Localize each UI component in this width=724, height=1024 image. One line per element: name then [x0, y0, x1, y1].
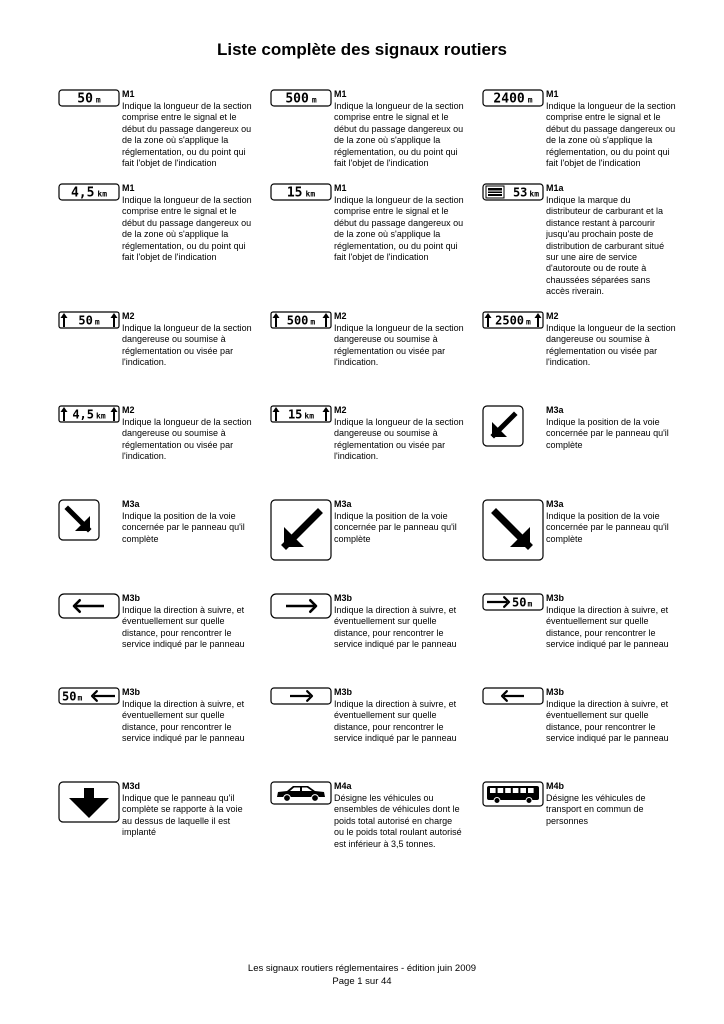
sign-m3b-arrow-right-icon — [270, 593, 330, 619]
sign-m3a-large-arrow-down-right-icon — [482, 499, 542, 561]
svg-text:500m: 500 m — [286, 313, 316, 328]
sign-code: M1 — [122, 89, 135, 99]
sign-code: M3a — [546, 405, 564, 415]
sign-description: Indique la longueur de la section dangereuse ou soumise à réglementation ou visée par l'indication. — [334, 323, 464, 368]
sign-description: Indique la longueur de la section comprise entre le signal et le début du passage dangereux ou de la zone où s'applique la réglementation, ou du point qui fait l'objet de l'indication — [122, 101, 252, 169]
sign-m3b-arrow-right-50m-icon — [482, 593, 542, 611]
sign-code: M1 — [546, 89, 559, 99]
sign-m3b-50m-arrow-left-icon — [58, 687, 118, 705]
sign-description: Indique la position de la voie concernée par le panneau qu'il complète — [122, 511, 245, 544]
sign-description: Indique la direction à suivre, et éventuellement sur quelle distance, pour rencontrer le service indiqué par le panneau — [546, 605, 669, 650]
svg-text:50m: 50m — [512, 595, 533, 610]
sign-m1-50m-icon — [58, 89, 118, 107]
sign-code: M3b — [122, 687, 140, 697]
svg-text:4,5km: 4,5 km — [70, 185, 108, 201]
sign-code: M1a — [546, 183, 564, 193]
sign-code: M2 — [122, 311, 135, 321]
sign-m1-500m-icon — [270, 89, 330, 107]
sign-code: M3a — [334, 499, 352, 509]
sign-description: Indique la longueur de la section comprise entre le signal et le début du passage dangereux ou de la zone où s'applique la réglementation, ou du point qui fait l'objet de l'indication — [122, 195, 252, 263]
sign-description: Indique la longueur de la section comprise entre le signal et le début du passage dangereux ou de la zone où s'applique la réglementation, ou du point qui fait l'objet de l'indication — [334, 101, 464, 169]
page-footer — [0, 962, 724, 988]
sign-description: Indique la position de la voie concernée par le panneau qu'il complète — [546, 417, 669, 450]
sign-description: Indique la direction à suivre, et éventuellement sur quelle distance, pour rencontrer le service indiqué par le panneau — [546, 699, 669, 744]
sign-m3b-small-arrow-right-icon — [270, 687, 330, 705]
sign-code: M1 — [334, 89, 347, 99]
sign-m3a-large-arrow-down-left-icon — [270, 499, 330, 561]
svg-text:50m: 50m — [62, 689, 83, 704]
svg-text:53km: 53 km — [512, 185, 540, 200]
sign-m1-15km-icon — [270, 183, 330, 201]
sign-description: Indique la position de la voie concernée par le panneau qu'il complète — [546, 511, 669, 544]
sign-code: M3b — [334, 687, 352, 697]
sign-m3a-arrow-down-right-icon — [58, 499, 118, 541]
sign-description: Indique la direction à suivre, et éventuellement sur quelle distance, pour rencontrer le service indiqué par le panneau — [334, 699, 457, 744]
sign-description: Indique la longueur de la section comprise entre le signal et le début du passage dangereux ou de la zone où s'applique la réglementation, ou du point qui fait l'objet de l'indication — [334, 195, 464, 263]
sign-m1-4-5km-icon — [58, 183, 118, 201]
sign-code: M3a — [122, 499, 140, 509]
sign-code: M4b — [546, 781, 564, 791]
sign-code: M2 — [546, 311, 559, 321]
sign-code: M2 — [334, 311, 347, 321]
sign-m3b-arrow-left-icon — [58, 593, 118, 619]
sign-m3d-arrow-down-icon — [58, 781, 118, 823]
sign-code: M3b — [122, 593, 140, 603]
sign-m1-2400m-icon — [482, 89, 542, 107]
svg-text:50m: 50 m — [78, 313, 100, 328]
sign-m4b-bus-icon — [482, 781, 542, 807]
sign-description: Désigne les véhicules de transport en commun de personnes — [546, 793, 646, 826]
sign-m2-2500m-icon — [482, 311, 542, 329]
sign-description: Indique la direction à suivre, et éventuellement sur quelle distance, pour rencontrer le service indiqué par le panneau — [122, 699, 245, 744]
sign-code: M3b — [546, 593, 564, 603]
sign-m2-500m-icon — [270, 311, 330, 329]
sign-code: M1 — [122, 183, 135, 193]
sign-description: Indique que le panneau qu'il complète se rapporte à la voie au dessus de laquelle il est implanté — [122, 793, 243, 838]
sign-m1a-fuel-53km-icon — [482, 183, 542, 201]
svg-text:15km: 15 km — [286, 185, 316, 201]
sign-code: M2 — [334, 405, 347, 415]
sign-description: Désigne les véhicules ou ensembles de véhicules dont le poids total autorisé en charge ou le poids total roulant autorisé est inférieur à 3,5 tonnes. — [334, 793, 462, 849]
svg-text:2500m: 2500 m — [495, 313, 531, 328]
footer-page-number: Page 1 sur 44 — [332, 976, 392, 987]
sign-m2-4-5km-icon — [58, 405, 118, 423]
sign-description: Indique la marque du distributeur de carburant et la distance restant à parcourir jusqu'au prochain poste de distribution de carburant situé sur une aire de service d'autoroute ou de route à chaussées séparées sans accès riverain. — [546, 195, 665, 297]
sign-description: Indique la position de la voie concernée par le panneau qu'il complète — [334, 511, 457, 544]
sign-code: M3b — [334, 593, 352, 603]
sign-description: Indique la longueur de la section dangereuse ou soumise à réglementation ou visée par l'indication. — [546, 323, 676, 368]
sign-description: Indique la longueur de la section dangereuse ou soumise à réglementation ou visée par l'indication. — [122, 417, 252, 462]
footer-publication: Les signaux routiers réglementaires - édition juin 2009 — [247, 963, 477, 974]
sign-code: M3b — [546, 687, 564, 697]
svg-text:4,5km: 4,5 km — [72, 407, 106, 422]
sign-m2-50m-icon — [58, 311, 118, 329]
sign-m3a-arrow-down-left-icon — [482, 405, 542, 447]
sign-code: M3d — [122, 781, 140, 791]
sign-code: M2 — [122, 405, 135, 415]
sign-description: Indique la longueur de la section comprise entre le signal et le début du passage dangereux ou de la zone où s'applique la réglementation, ou du point qui fait l'objet de l'indication — [546, 101, 676, 169]
sign-m2-15km-icon — [270, 405, 330, 423]
page-title: Liste complète des signaux routiers — [216, 40, 508, 59]
svg-text:500m: 500 m — [285, 91, 317, 107]
sign-description: Indique la direction à suivre, et éventuellement sur quelle distance, pour rencontrer le service indiqué par le panneau — [122, 605, 245, 650]
sign-description: Indique la direction à suivre, et éventuellement sur quelle distance, pour rencontrer le service indiqué par le panneau — [334, 605, 457, 650]
sign-code: M3a — [546, 499, 564, 509]
svg-text:2400m: 2400 m — [493, 91, 533, 107]
sign-code: M4a — [334, 781, 352, 791]
svg-text:50m: 50 m — [77, 91, 101, 107]
sign-m4a-car-icon — [270, 781, 330, 805]
svg-text:15km: 15 km — [287, 407, 315, 422]
sign-code: M1 — [334, 183, 347, 193]
sign-m3b-small-arrow-left-icon — [482, 687, 542, 705]
sign-description: Indique la longueur de la section dangereuse ou soumise à réglementation ou visée par l'indication. — [122, 323, 252, 368]
sign-description: Indique la longueur de la section dangereuse ou soumise à réglementation ou visée par l'indication. — [334, 417, 464, 462]
